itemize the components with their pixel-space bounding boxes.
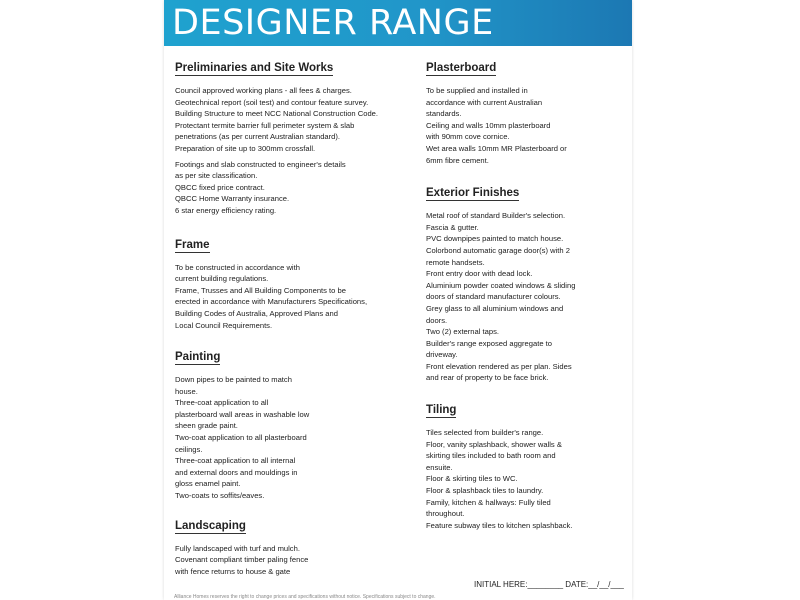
spec-line: ensuite.	[426, 462, 453, 472]
spec-line: Feature subway tiles to kitchen splashback.	[426, 520, 573, 530]
spec-line: Fascia & gutter.	[426, 222, 479, 232]
spec-line: remote handsets.	[426, 257, 485, 267]
section-landscaping	[175, 516, 415, 578]
spec-line: Floor, vanity splashback, shower walls &	[426, 439, 562, 449]
spec-line: Wet area walls 10mm MR Plasterboard or	[426, 143, 567, 153]
section-tiling	[426, 400, 626, 531]
spec-line: skirting tiles included to bath room and	[426, 451, 556, 461]
section-exterior	[426, 183, 626, 384]
fine-print: Alliance Homes reserves the right to change prices and specifications without notice. Specifications subject to change.	[174, 594, 436, 600]
spec-line: Two-coat application to all plasterboard	[175, 433, 307, 443]
spec-line: gloss enamel paint.	[175, 479, 241, 489]
section-plasterboard	[426, 58, 626, 166]
spec-line: Tiles selected from builder's range.	[426, 428, 544, 438]
spec-line: Three-coat application to all	[175, 398, 269, 408]
section-frame	[175, 235, 415, 332]
spec-line: driveway.	[426, 350, 458, 360]
spec-line: penetrations (as per current Australian standard).	[175, 132, 341, 142]
spec-line: Family, kitchen & hallways: Fully tiled	[426, 497, 551, 507]
spec-line: To be supplied and installed in	[426, 86, 528, 95]
spec-line: and external doors and mouldings in	[175, 467, 298, 477]
spec-line: Building Structure to meet NCC National Construction Code.	[175, 109, 379, 119]
spec-line: plasterboard wall areas in washable low	[175, 409, 310, 419]
spec-line: ceilings.	[175, 444, 203, 454]
section-heading: Preliminaries and Site Works	[175, 62, 334, 74]
spec-line: throughout.	[426, 509, 465, 519]
spec-line: accordance with current Australian	[426, 97, 543, 107]
spec-line: Three-coat application to all internal	[175, 456, 296, 466]
spec-line: Ceiling and walls 10mm plasterboard	[426, 120, 551, 130]
spec-line: Local Council Requirements.	[175, 320, 273, 330]
spec-line: Two (2) external taps.	[426, 327, 500, 337]
spec-line: Down pipes to be painted to match	[175, 375, 292, 385]
spec-line: 6mm fibre cement.	[426, 155, 489, 165]
spec-line: erected in accordance with Manufacturers Specifications,	[175, 297, 368, 307]
spec-line: house.	[175, 386, 198, 396]
spec-line: Preparation of site up to 300mm crossfall.	[175, 143, 316, 153]
spec-line: To be constructed in accordance with	[175, 262, 300, 272]
spec-line: as per site classification.	[175, 171, 258, 181]
section-prelim	[175, 58, 415, 217]
spec-line: with 90mm cove cornice.	[426, 132, 510, 142]
spec-line: QBCC Home Warranty insurance.	[175, 194, 290, 204]
spec-line: Geotechnical report (soil test) and contour feature survey.	[175, 97, 369, 107]
spec-line: Builder's range exposed aggregate to	[426, 338, 552, 348]
spec-line: Floor & splashback tiles to laundry.	[426, 486, 544, 496]
spec-line: Two-coats to soffits/eaves.	[175, 491, 265, 501]
spec-line: Footings and slab constructed to engineer's details	[175, 159, 346, 169]
spec-line: Building Codes of Australia, Approved Plans and	[175, 308, 338, 318]
section-heading: Tiling	[426, 404, 457, 417]
spec-line: doors.	[426, 315, 448, 325]
spec-line: Council approved working plans - all fees & charges.	[175, 86, 352, 95]
page-title: DESIGNER RANGE	[172, 3, 494, 43]
spec-line: Front entry door with dead lock.	[426, 269, 533, 279]
section-heading: Frame	[175, 238, 210, 251]
section-heading: Landscaping	[175, 519, 246, 532]
spec-line: 6 star energy efficiency rating.	[175, 205, 277, 215]
spec-sheet-page	[164, 0, 632, 600]
section-heading: Painting	[175, 351, 221, 364]
initial-date-line: INITIAL HERE:________ DATE:__/__/___	[474, 580, 624, 589]
spec-line: Metal roof of standard Builder's selection.	[426, 211, 566, 221]
right-column	[426, 58, 626, 531]
spec-line: Covenant compliant timber paling fence	[175, 555, 309, 565]
spec-line: sheen grade paint.	[175, 421, 238, 431]
title-banner	[164, 0, 632, 46]
spec-line: PVC downpipes painted to match house.	[426, 234, 564, 244]
spec-line: Colorbond automatic garage door(s) with 2	[426, 245, 570, 255]
spec-line: Aluminium powder coated windows & sliding	[426, 280, 576, 290]
spec-line: with fence returns to house & gate	[175, 566, 291, 576]
spec-line: doors of standard manufacturer colours.	[426, 292, 561, 302]
spec-line: and rear of property to be face brick.	[426, 373, 549, 383]
left-column	[175, 58, 415, 577]
spec-line: Front elevation rendered as per plan. Sides	[426, 361, 572, 371]
section-painting	[175, 347, 415, 502]
spec-line: Protectant termite barrier full perimeter system & slab	[175, 120, 355, 130]
spec-line: Grey glass to all aluminium windows and	[426, 303, 564, 313]
section-heading: Plasterboard	[426, 62, 497, 74]
spec-line: QBCC fixed price contract.	[175, 182, 265, 192]
spec-line: Floor & skirting tiles to WC.	[426, 474, 518, 484]
spec-line: current building regulations.	[175, 274, 269, 284]
section-heading: Exterior Finishes	[426, 187, 520, 200]
spec-line: Fully landscaped with turf and mulch.	[175, 543, 300, 553]
spec-line: standards.	[426, 109, 462, 119]
spec-line: Frame, Trusses and All Building Components to be	[175, 285, 346, 295]
